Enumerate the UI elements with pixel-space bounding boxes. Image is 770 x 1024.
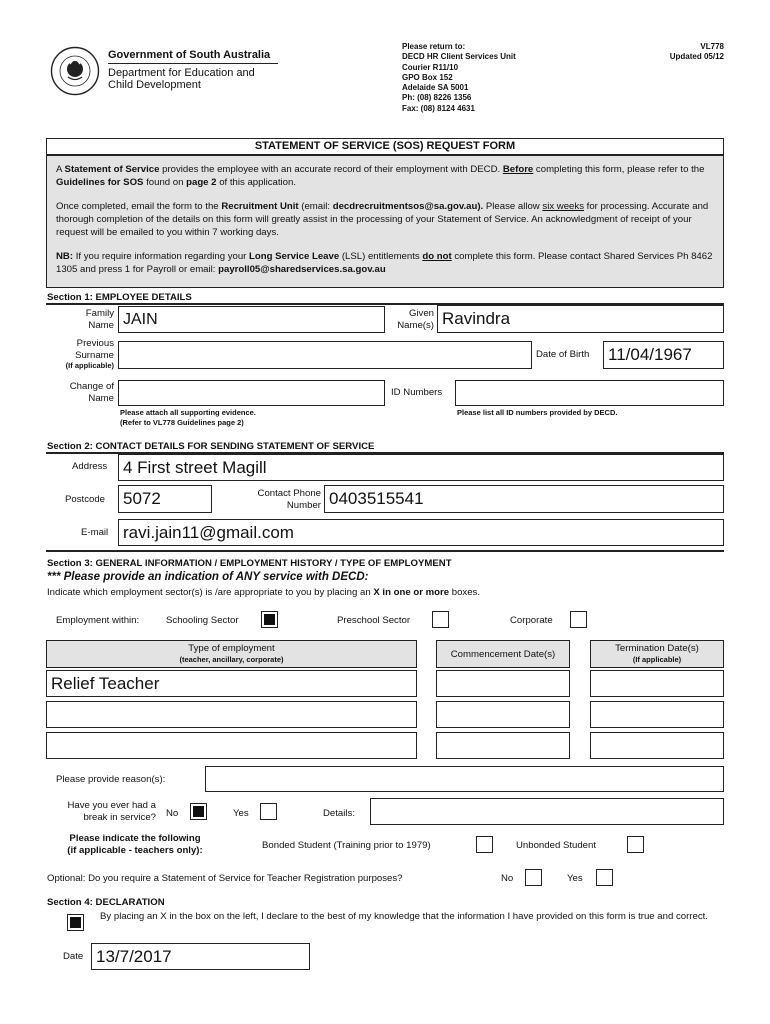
break-yes-label: Yes <box>233 808 249 819</box>
col-header-commencement: Commencement Date(s) <box>436 640 570 668</box>
break-no-label: No <box>166 808 179 819</box>
previous-surname-field[interactable] <box>118 341 532 369</box>
reasons-label: Please provide reason(s): <box>56 774 166 785</box>
section2-title: Section 2: CONTACT DETAILS FOR SENDING STATEMENT OF SERVICE <box>47 441 375 452</box>
contact-phone-label: Contact Phone Number <box>257 488 321 511</box>
break-no-checkbox[interactable] <box>190 803 207 820</box>
given-name-field[interactable]: Ravindra <box>437 305 724 333</box>
section4-title: Section 4: DECLARATION <box>47 897 165 908</box>
teacher-registration-question: Optional: Do you require a Statement of Service for Teacher Registration purposes? <box>47 873 403 884</box>
id-numbers-label: ID Numbers <box>391 387 443 398</box>
teachers-only-label: Please indicate the following (if applicable - teachers only): <box>67 833 203 856</box>
employment-within-label: Employment within: <box>56 615 140 626</box>
header-divider <box>108 63 278 64</box>
schooling-sector-checkbox[interactable] <box>261 611 278 628</box>
change-name-label: Change of Name <box>69 381 114 404</box>
change-name-field[interactable] <box>118 380 385 406</box>
commencement-date-field[interactable] <box>436 670 570 697</box>
registration-no-checkbox[interactable] <box>525 869 542 886</box>
south-australia-seal-icon <box>50 46 100 96</box>
postcode-field[interactable]: 5072 <box>118 485 212 513</box>
dob-field[interactable]: 11/04/1967 <box>603 341 724 369</box>
declaration-date-field[interactable]: 13/7/2017 <box>91 943 310 970</box>
corporate-label: Corporate <box>510 615 553 626</box>
break-yes-checkbox[interactable] <box>260 803 277 820</box>
unbonded-student-checkbox[interactable] <box>627 836 644 853</box>
section3-instruction: Indicate which employment sector(s) is /are appropriate to you by placing an X in one or more boxes. <box>47 587 480 598</box>
bonded-student-label: Bonded Student (Training prior to 1979) <box>262 840 431 851</box>
registration-yes-checkbox[interactable] <box>596 869 613 886</box>
section1-title: Section 1: EMPLOYEE DETAILS <box>47 292 192 303</box>
gov-name: Government of South Australia <box>108 49 271 61</box>
employment-type-field[interactable] <box>46 732 417 759</box>
declaration-text: By placing an X in the box on the left, I declare to the best of my knowledge that the information I have provided on this form is true and correct. <box>100 911 708 922</box>
preschool-sector-checkbox[interactable] <box>432 611 449 628</box>
evidence-note: Please attach all supporting evidence. (Refer to VL778 Guidelines page 2) <box>120 408 256 427</box>
unbonded-student-label: Unbonded Student <box>516 840 597 851</box>
section3-subtitle: *** Please provide an indication of ANY service with DECD: <box>47 571 369 583</box>
termination-date-field[interactable] <box>590 732 724 759</box>
form-code: VL778 Updated 05/12 <box>669 42 724 62</box>
bonded-student-checkbox[interactable] <box>476 836 493 853</box>
postcode-label: Postcode <box>65 494 106 505</box>
col-header-termination: Termination Date(s) (If applicable) <box>590 640 724 668</box>
address-label: Address <box>72 461 108 472</box>
termination-date-field[interactable] <box>590 701 724 728</box>
section3-rule <box>46 550 724 552</box>
id-note: Please list all ID numbers provided by DECD. <box>457 408 618 417</box>
previous-surname-label: Previous Surname (If applicable) <box>65 338 114 370</box>
registration-yes-label: Yes <box>567 873 583 884</box>
email-field[interactable]: ravi.jain11@gmail.com <box>118 519 724 546</box>
dob-label: Date of Birth <box>536 349 590 360</box>
employment-type-field[interactable]: Relief Teacher <box>46 670 417 697</box>
form-title: STATEMENT OF SERVICE (SOS) REQUEST FORM <box>46 138 724 155</box>
corporate-checkbox[interactable] <box>570 611 587 628</box>
commencement-date-field[interactable] <box>436 732 570 759</box>
employment-type-field[interactable] <box>46 701 417 728</box>
date-label: Date <box>63 951 84 962</box>
address-field[interactable]: 4 First street Magill <box>118 454 724 481</box>
contact-phone-field[interactable]: 0403515541 <box>324 485 724 513</box>
section3-title: Section 3: GENERAL INFORMATION / EMPLOYMENT HISTORY / TYPE OF EMPLOYMENT <box>47 558 452 569</box>
family-name-field[interactable]: JAIN <box>118 306 385 333</box>
intro-box: A Statement of Service provides the employee with an accurate record of their employment with DECD. Before completing this form, please refer to the Guidelines for SOS found on page 2 of this application. Once completed, email the form to the Recruitment Unit (email: decdrecruitmentsos@sa.gov.au). Please allow six weeks for processing. Accurate and thorough completion of the details on this form will greatly assist in the processing of your Statement of Service. An acknowledgment of receipt of your request will be emailed to you within 7 working days. NB: If you require information regarding your Long Service Leave (LSL) entitlements do not complete this form. Please contact Shared Services Ph 8462 1305 and press 1 for Payroll or email: payroll05@sharedservices.sa.gov.au <box>46 155 724 288</box>
preschool-sector-label: Preschool Sector <box>337 615 411 626</box>
reasons-field[interactable] <box>205 766 724 792</box>
return-address: Please return to: DECD HR Client Services Unit Courier R11/10 GPO Box 152 Adelaide SA 5001 Ph: (08) 8226 1356 Fax: (08) 8124 4631 <box>402 42 516 113</box>
dept-name: Department for Education and Child Development <box>108 67 255 91</box>
details-field[interactable] <box>370 798 724 825</box>
declaration-checkbox[interactable] <box>67 914 84 931</box>
col-header-type: Type of employment (teacher, ancillary, corporate) <box>46 640 417 668</box>
given-name-label: Given Name(s) <box>397 308 434 331</box>
email-label: E-mail <box>81 527 109 538</box>
registration-no-label: No <box>501 873 514 884</box>
details-label: Details: <box>323 808 355 819</box>
schooling-sector-label: Schooling Sector <box>166 615 239 626</box>
termination-date-field[interactable] <box>590 670 724 697</box>
break-in-service-label: Have you ever had a break in service? <box>67 800 156 823</box>
commencement-date-field[interactable] <box>436 701 570 728</box>
id-numbers-field[interactable] <box>455 380 724 406</box>
family-name-label: Family Name <box>85 308 114 331</box>
